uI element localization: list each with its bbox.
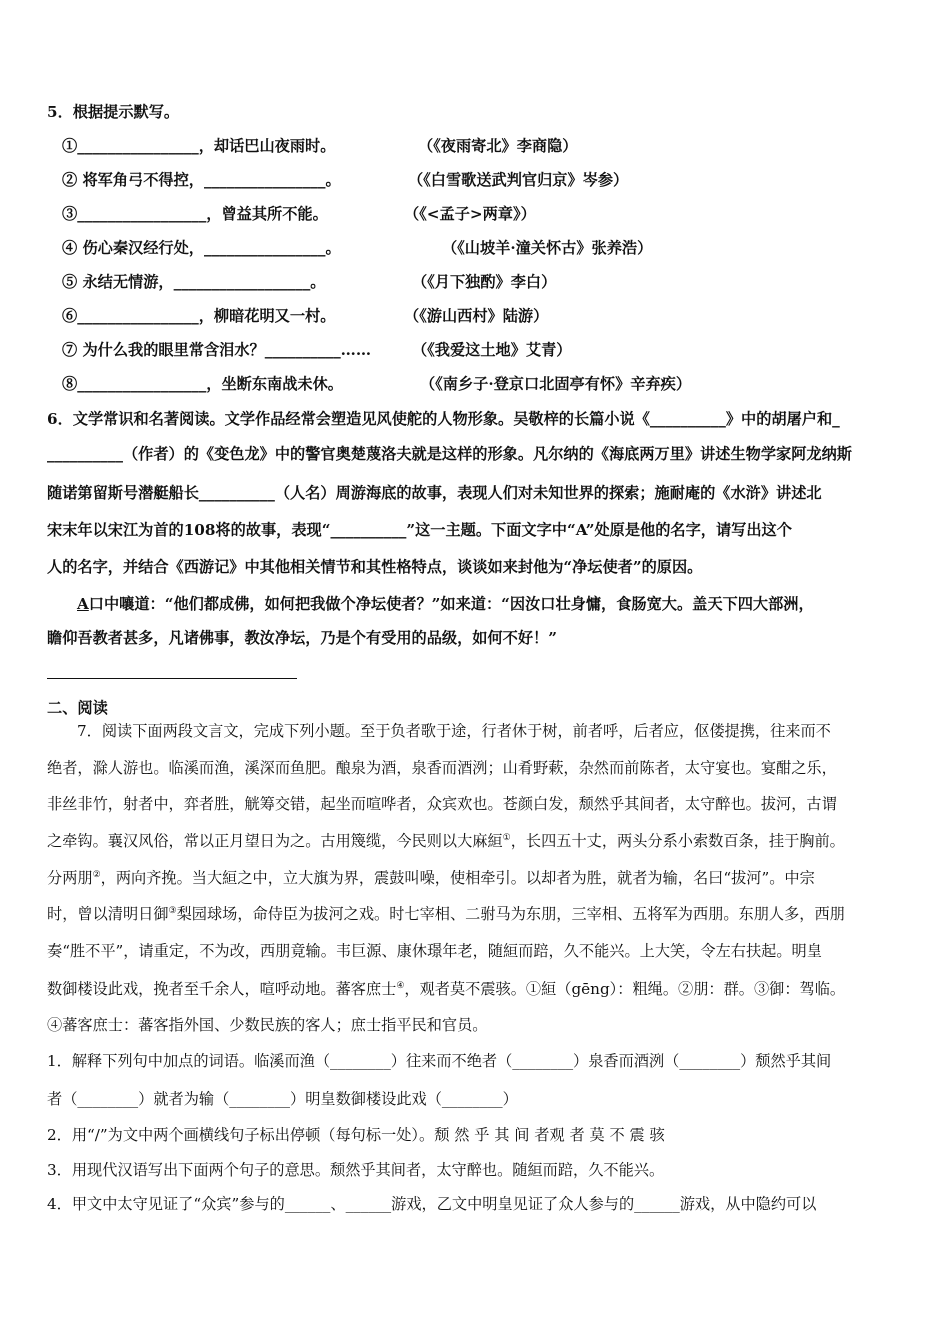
passage-line-6 xyxy=(47,903,845,925)
note-marker-3: ③ xyxy=(168,905,177,916)
note-marker-2: ② xyxy=(92,869,101,880)
q5-source-2: （《白雪歌送武判官归京》岑参） xyxy=(408,171,629,189)
passage-line-1: 7．阅读下面两段文言文，完成下列小题。至于负者歌于途，行者休于树，前者呼，后者应，伛偻提携，往来而不 xyxy=(77,722,831,740)
q6-line-2: __________（作者）的《变色龙》中的警官奥楚蔑洛夫就是这样的形象。凡尔纳的《海底两万里》讲述生物学家阿龙纳斯 xyxy=(47,445,852,463)
passage-line-5a: 分两朋 xyxy=(47,869,93,887)
passage-line-5 xyxy=(47,867,815,889)
passage-line-8b: ，观者莫不震骇。①絙（gēng）：粗绳。②朋：群。③御：驾临。 xyxy=(404,980,846,998)
passage-line-6b: 梨园球场，命侍臣为拔河之戏。时七宰相、二驸马为东朋，三宰相、五将军为西朋。东朋人多，西朋 xyxy=(176,905,845,923)
q7-sub4: 4．甲文中太守见证了“众宾”参与的______、______游戏，乙文中明皇见证了众人参与的______游戏，从中隐约可以 xyxy=(47,1195,817,1213)
passage-line-9: ④蕃客庶士：蕃客指外国、少数民族的客人；庶士指平民和官员。 xyxy=(47,1016,488,1034)
passage-line-8a: 数御楼设此戏，挽者至千余人，喧呼动地。蕃客庶士 xyxy=(47,980,397,998)
q6-quote-line-2: 瞻仰吾教者甚多，凡诸佛事，教汝净坛，乃是个有受用的品级，如何不好！” xyxy=(47,629,557,647)
passage-line-8 xyxy=(47,978,845,1000)
q5-source-1: （《夜雨寄北》李商隐） xyxy=(418,137,578,155)
passage-line-2: 绝者，滁人游也。临溪而渔，溪深而鱼肥。酿泉为酒，泉香而酒洌；山肴野蔌，杂然而前陈者，太守宴也。宴酣之乐， xyxy=(47,759,837,777)
quote-text-1: 口中嚷道：“他们都成佛，如何把我做个净坛使者？”如来道：“因汝口壮身慵，食肠宽大。盖天下四大部洲， xyxy=(88,595,814,613)
q6-line-3: 随诺第留斯号潜艇船长__________（人名）周游海底的故事，表现人们对未知世界的探索；施耐庵的《水浒》讲述北 xyxy=(47,484,822,502)
q7-sub2: 2．用“/”为文中两个画横线句子标出停顿（每句标一处）。颓 然 乎 其 间 者观 者 莫 不 震 骇 xyxy=(47,1126,665,1144)
passage-line-3: 非丝非竹，射者中，弈者胜，觥筹交错，起坐而喧哗者，众宾欢也。苍颜白发，颓然乎其间者，太守醉也。拔河，古谓 xyxy=(47,795,837,813)
q5-source-8: （《南乡子·登京口北固亭有怀》辛弃疾） xyxy=(420,375,692,393)
passage-line-4a: 之牵钩。襄汉风俗，常以正月望日为之。古用篾缆，今民则以大麻絙 xyxy=(47,832,503,850)
passage-line-4b: ，长四五十丈，两头分系小索数百条，挂于胸前。 xyxy=(510,832,845,850)
q5-line-3: ③_________________，曾益其所不能。 xyxy=(62,205,328,223)
q5-line-6: ⑥________________，柳暗花明又一村。 xyxy=(62,307,336,325)
q5-line-1: ①________________，却话巴山夜雨时。 xyxy=(62,137,336,155)
quote-marker-a: A xyxy=(77,595,89,613)
q5-source-6: （《游山西村》陆游） xyxy=(404,307,549,325)
q7-sub1-line-1: 1．解释下列句中加点的词语。临溪而渔（________）往来而不绝者（________）泉香而酒洌（________）颓然乎其间 xyxy=(47,1052,832,1070)
q5-source-7: （《我爱这土地》艾青） xyxy=(412,341,572,359)
q5-line-4: ④ 伤心秦汉经行处，________________。 xyxy=(62,239,341,257)
note-marker-1: ① xyxy=(502,832,511,843)
q5-line-7: ⑦ 为什么我的眼里常含泪水？__________…… xyxy=(62,341,372,359)
q6-line-4: 宋末年以宋江为首的108将的故事，表现“__________”这一主题。下面文字中“A”处原是他的名字，请写出这个 xyxy=(47,521,792,539)
section-title: 二、阅读 xyxy=(47,699,108,717)
passage-line-5b: ，两向齐挽。当大絙之中，立大旗为界，震鼓叫噪，使相牵引。以却者为胜，就者为输，名曰“拔河”。中宗 xyxy=(100,869,815,887)
q5-source-5: （《月下独酌》李白） xyxy=(412,273,557,291)
q5-line-8: ⑧_________________，坐断东南战未休。 xyxy=(62,375,343,393)
q6-line-1: 6．文学常识和名著阅读。文学作品经常会塑造见风使舵的人物形象。吴敬梓的长篇小说《__________》中的胡屠户和_ xyxy=(47,410,840,428)
q5-title: 5．根据提示默写。 xyxy=(47,103,180,121)
q7-sub3: 3．用现代汉语写出下面两个句子的意思。颓然乎其间者，太守醉也。随絙而踣，久不能兴。 xyxy=(47,1161,665,1179)
q6-line-5: 人的名字，并结合《西游记》中其他相关情节和其性格特点，谈谈如来封他为“净坛使者”的原因。 xyxy=(47,558,703,576)
answer-line xyxy=(47,678,297,679)
passage-line-7: 奏“胜不平”，请重定，不为改，西朋竟输。韦巨源、康休璟年老，随絙而踣，久不能兴。上大笑，令左右扶起。明皇 xyxy=(47,942,822,960)
passage-line-6a: 时，曾以清明日御 xyxy=(47,905,169,923)
q5-line-2: ② 将军角弓不得控，________________。 xyxy=(62,171,341,189)
q5-source-4: （《山坡羊·潼关怀古》张养浩） xyxy=(442,239,653,257)
passage-line-4 xyxy=(47,830,845,852)
q7-sub1-line-2: 者（________）就者为输（________）明皇数御楼设此戏（________） xyxy=(47,1090,518,1108)
q5-line-5: ⑤ 永结无情游，__________________。 xyxy=(62,273,326,291)
q5-source-3: （《<孟子>两章》） xyxy=(404,205,536,223)
note-marker-4: ④ xyxy=(396,980,405,991)
q6-quote-line-1 xyxy=(77,593,814,615)
